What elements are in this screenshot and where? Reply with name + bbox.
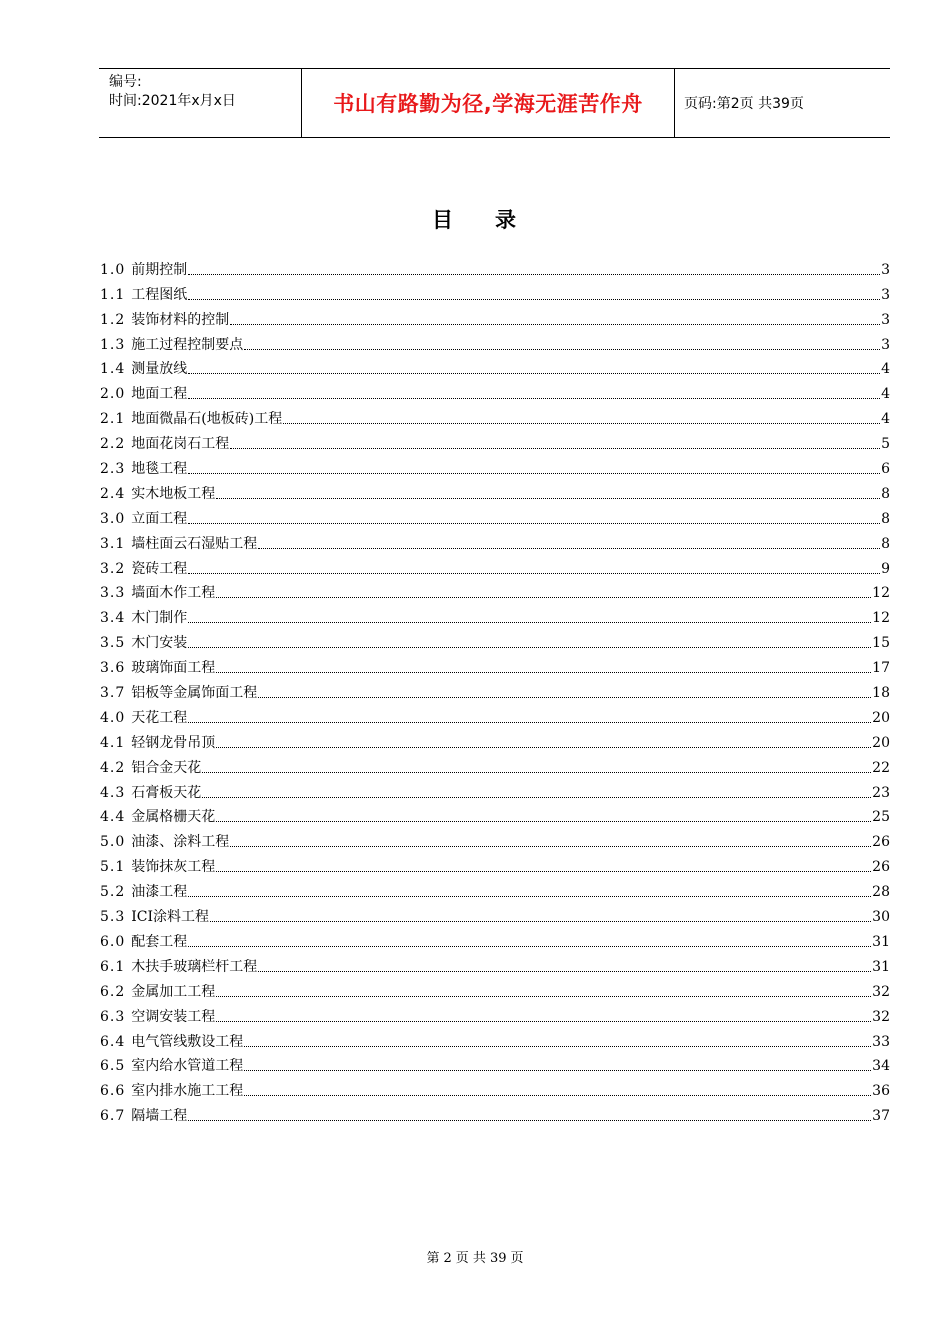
toc-entry[interactable] — [100, 602, 890, 627]
toc-entry-page: 3 — [881, 336, 890, 353]
toc-entry-number: 1.1 — [100, 286, 126, 303]
toc-entry-leader — [244, 1069, 871, 1071]
toc-entry-number: 6.0 — [100, 933, 126, 950]
toc-entry-leader — [188, 572, 880, 574]
toc-entry[interactable] — [100, 802, 890, 827]
toc-entry-page: 20 — [872, 734, 890, 751]
toc-entry-leader — [188, 472, 880, 474]
toc-entry-title: 天花工程 — [131, 709, 188, 726]
toc-entry-number: 6.3 — [100, 1008, 126, 1025]
toc-entry-page: 6 — [881, 461, 890, 478]
toc-entry-page: 4 — [881, 411, 890, 428]
header-meta — [109, 69, 299, 137]
toc-entry-number: 3.7 — [100, 685, 126, 702]
toc-entry-title: 墙柱面云石湿贴工程 — [131, 535, 258, 552]
toc-entry-page: 37 — [872, 1108, 890, 1125]
toc-entry-title: 油漆工程 — [131, 884, 188, 901]
toc-entry-number: 6.4 — [100, 1033, 126, 1050]
toc-entry-title: 装饰材料的控制 — [131, 311, 230, 328]
toc-entry-title: 金属加工工程 — [131, 983, 216, 1000]
toc-entry-page: 31 — [872, 933, 890, 950]
header-divider — [674, 69, 675, 137]
toc-entry-number: 6.7 — [100, 1108, 126, 1125]
toc-title: 目录 — [432, 208, 558, 232]
toc-entry-number: 4.0 — [100, 709, 126, 726]
toc-entry[interactable] — [100, 727, 890, 752]
toc-entry-page: 36 — [872, 1083, 890, 1100]
toc-entry[interactable] — [100, 428, 890, 453]
toc-entry-leader — [188, 273, 880, 275]
toc-entry-leader — [230, 447, 880, 449]
toc-entry-title: 地面微晶石(地板砖)工程 — [131, 411, 283, 428]
toc-entry-leader — [283, 422, 880, 424]
toc-entry-page: 17 — [872, 660, 890, 677]
toc-entry[interactable] — [100, 652, 890, 677]
toc-entry-page: 31 — [872, 958, 890, 975]
toc-entry-leader — [210, 920, 871, 922]
toc-entry-title: 玻璃饰面工程 — [131, 660, 216, 677]
toc-entry-number: 2.0 — [100, 386, 126, 403]
toc-entry-leader — [188, 1119, 871, 1121]
toc-entry-title: 轻钢龙骨吊顶 — [131, 734, 216, 751]
toc-entry[interactable] — [100, 677, 890, 702]
toc-entry-number: 4.3 — [100, 784, 126, 801]
toc-entry-leader — [216, 1020, 871, 1022]
toc-entry-title: 金属格栅天花 — [131, 809, 216, 826]
toc-entry-number: 1.3 — [100, 336, 126, 353]
toc-entry-title: 室内排水施工工程 — [131, 1083, 244, 1100]
toc-entry[interactable] — [100, 627, 890, 652]
toc-entry-leader — [188, 372, 880, 374]
toc-entry-leader — [244, 1045, 871, 1047]
toc-entry-title: 铝板等金属饰面工程 — [131, 685, 258, 702]
footer-prefix: 第 — [426, 1251, 440, 1266]
toc-entry-number: 3.4 — [100, 610, 126, 627]
toc-entry-number: 3.5 — [100, 635, 126, 652]
header-time-label: 时间:2021年x月x日 — [109, 93, 236, 109]
toc-entry-page: 18 — [872, 685, 890, 702]
toc-entry-number: 3.6 — [100, 660, 126, 677]
toc-entry-leader — [188, 945, 871, 947]
toc-entry-leader — [216, 671, 871, 673]
footer-current-page: 2 — [443, 1251, 452, 1266]
toc-entry[interactable] — [100, 826, 890, 851]
toc-entry[interactable] — [100, 1100, 890, 1125]
toc-entry[interactable] — [100, 279, 890, 304]
toc-entry-number: 2.2 — [100, 436, 126, 453]
toc-entry-title: 瓷砖工程 — [131, 560, 188, 577]
toc-entry-title: 木门制作 — [131, 610, 188, 627]
toc-entry-title: 装饰抹灰工程 — [131, 859, 216, 876]
toc-entry[interactable] — [100, 926, 890, 951]
toc-entry-number: 3.3 — [100, 585, 126, 602]
toc-entry-title: 石膏板天花 — [131, 784, 202, 801]
toc-entry-leader — [216, 497, 880, 499]
toc-entry-page: 15 — [872, 635, 890, 652]
toc-entry-page: 12 — [872, 610, 890, 627]
toc-entry-page: 26 — [872, 859, 890, 876]
toc-entry-number: 6.1 — [100, 958, 126, 975]
toc-entry-number: 2.3 — [100, 461, 126, 478]
toc-entry-leader — [188, 621, 871, 623]
toc-entry-leader — [216, 746, 871, 748]
toc-entry-title: 油漆、涂料工程 — [131, 834, 230, 851]
toc-entry[interactable] — [100, 1075, 890, 1100]
toc-entry-number: 1.2 — [100, 311, 126, 328]
header-number-label: 编号: — [109, 74, 142, 90]
toc-entry-number: 1.0 — [100, 261, 126, 278]
toc-entry[interactable] — [100, 1051, 890, 1076]
footer-suffix: 页 — [510, 1251, 524, 1266]
toc-entry-leader — [258, 970, 871, 972]
toc-entry[interactable] — [100, 976, 890, 1001]
toc-entry-page: 5 — [881, 436, 890, 453]
toc-entry-page: 32 — [872, 983, 890, 1000]
toc-entry-title: 配套工程 — [131, 933, 188, 950]
toc-entry-leader — [188, 522, 880, 524]
toc-entry-page: 25 — [872, 809, 890, 826]
toc-entry-leader — [202, 771, 871, 773]
toc-entry-leader — [216, 820, 871, 822]
toc-entry-title: 地面花岗石工程 — [131, 436, 230, 453]
toc-entry-title: 电气管线敷设工程 — [131, 1033, 244, 1050]
toc-entry[interactable] — [100, 951, 890, 976]
toc-entry-title: 测量放线 — [131, 361, 188, 378]
toc-entry-page: 20 — [872, 709, 890, 726]
toc-entry[interactable] — [100, 478, 890, 503]
toc-entry[interactable] — [100, 403, 890, 428]
toc-entry-title: 地毯工程 — [131, 461, 188, 478]
toc-entry-page: 3 — [881, 286, 890, 303]
toc-entry[interactable] — [100, 851, 890, 876]
toc-entry-page: 3 — [881, 261, 890, 278]
toc-entry[interactable] — [100, 1001, 890, 1026]
toc-entry-number: 1.4 — [100, 361, 126, 378]
toc-entry-number: 5.1 — [100, 859, 126, 876]
toc-entry-page: 4 — [881, 361, 890, 378]
toc-entry-title: 立面工程 — [131, 510, 188, 527]
toc-entry-title: ICI涂料工程 — [131, 909, 210, 926]
footer-mid: 页 共 — [455, 1251, 486, 1266]
toc-entry-page: 8 — [881, 485, 890, 502]
toc-entry-number: 6.6 — [100, 1083, 126, 1100]
toc-entry[interactable] — [100, 354, 890, 379]
toc-entry[interactable] — [100, 702, 890, 727]
toc-entry-leader — [258, 547, 880, 549]
toc-entry-leader — [244, 348, 880, 350]
toc-entry[interactable] — [100, 901, 890, 926]
toc-entry[interactable] — [100, 876, 890, 901]
toc-entry-title: 铝合金天花 — [131, 759, 202, 776]
toc-entry[interactable] — [100, 304, 890, 329]
toc-entry-page: 4 — [881, 386, 890, 403]
toc-entry-leader — [188, 646, 871, 648]
toc-entry-page: 22 — [872, 759, 890, 776]
toc-entry-title: 施工过程控制要点 — [131, 336, 244, 353]
toc-entry-title: 前期控制 — [131, 261, 188, 278]
toc-entry-number: 3.2 — [100, 560, 126, 577]
toc-entry-page: 8 — [881, 535, 890, 552]
toc-entry-page: 33 — [872, 1033, 890, 1050]
toc-entry[interactable] — [100, 453, 890, 478]
toc-entry-title: 隔墙工程 — [131, 1108, 188, 1125]
toc-entry[interactable] — [100, 329, 890, 354]
toc-entry[interactable] — [100, 378, 890, 403]
toc-entry-leader — [258, 696, 871, 698]
header-page-info: 页码:第2页 共39页 — [684, 96, 804, 112]
toc-entry-leader — [244, 1094, 871, 1096]
toc-entry-title: 工程图纸 — [131, 286, 188, 303]
toc-entry[interactable] — [100, 1026, 890, 1051]
toc-entry-title: 实木地板工程 — [131, 485, 216, 502]
toc-entry-leader — [230, 323, 880, 325]
header-slogan: 书山有路勤为径,学海无涯苦作舟 — [333, 92, 643, 116]
toc-entry-page: 28 — [872, 884, 890, 901]
toc-entry-number: 6.5 — [100, 1058, 126, 1075]
toc-entry-page: 9 — [881, 560, 890, 577]
toc-entry-number: 6.2 — [100, 983, 126, 1000]
toc-entry-title: 墙面木作工程 — [131, 585, 216, 602]
page-header — [99, 68, 890, 138]
toc-entry-page: 26 — [872, 834, 890, 851]
toc-entry-page: 32 — [872, 1008, 890, 1025]
toc-entry-page: 23 — [872, 784, 890, 801]
toc-entry-title: 空调安装工程 — [131, 1008, 216, 1025]
toc-entry-page: 12 — [872, 585, 890, 602]
page-footer — [0, 1247, 950, 1266]
toc-entry[interactable] — [100, 254, 890, 279]
toc-entry[interactable] — [100, 503, 890, 528]
toc-entry-leader — [188, 397, 880, 399]
toc-entry-title: 地面工程 — [131, 386, 188, 403]
toc-entry-page: 34 — [872, 1058, 890, 1075]
toc-entry[interactable] — [100, 578, 890, 603]
footer-total-pages: 39 — [489, 1251, 507, 1266]
toc-entry-leader — [202, 796, 871, 798]
toc-entry-leader — [216, 870, 871, 872]
toc-entry[interactable] — [100, 777, 890, 802]
toc-entry-number: 5.2 — [100, 884, 126, 901]
toc-entry-leader — [230, 845, 871, 847]
toc-entry-page: 3 — [881, 311, 890, 328]
toc-entry-leader — [216, 995, 871, 997]
toc-entry-title: 木扶手玻璃栏杆工程 — [131, 958, 258, 975]
toc-entry-title: 木门安装 — [131, 635, 188, 652]
toc-entry[interactable] — [100, 752, 890, 777]
toc-entry-number: 4.2 — [100, 759, 126, 776]
toc-entry-page: 8 — [881, 510, 890, 527]
toc-entry-leader — [188, 895, 871, 897]
table-of-contents — [100, 254, 890, 1125]
toc-entry-number: 2.4 — [100, 485, 126, 502]
toc-entry-number: 4.4 — [100, 809, 126, 826]
toc-entry-number: 5.0 — [100, 834, 126, 851]
toc-entry-number: 3.0 — [100, 510, 126, 527]
toc-entry-page: 30 — [872, 909, 890, 926]
toc-entry-number: 2.1 — [100, 411, 126, 428]
toc-entry-leader — [188, 721, 871, 723]
toc-entry[interactable] — [100, 553, 890, 578]
toc-entry[interactable] — [100, 528, 890, 553]
toc-entry-number: 4.1 — [100, 734, 126, 751]
toc-entry-leader — [188, 298, 880, 300]
toc-entry-leader — [216, 596, 871, 598]
toc-entry-title: 室内给水管道工程 — [131, 1058, 244, 1075]
toc-entry-number: 5.3 — [100, 909, 126, 926]
toc-entry-number: 3.1 — [100, 535, 126, 552]
